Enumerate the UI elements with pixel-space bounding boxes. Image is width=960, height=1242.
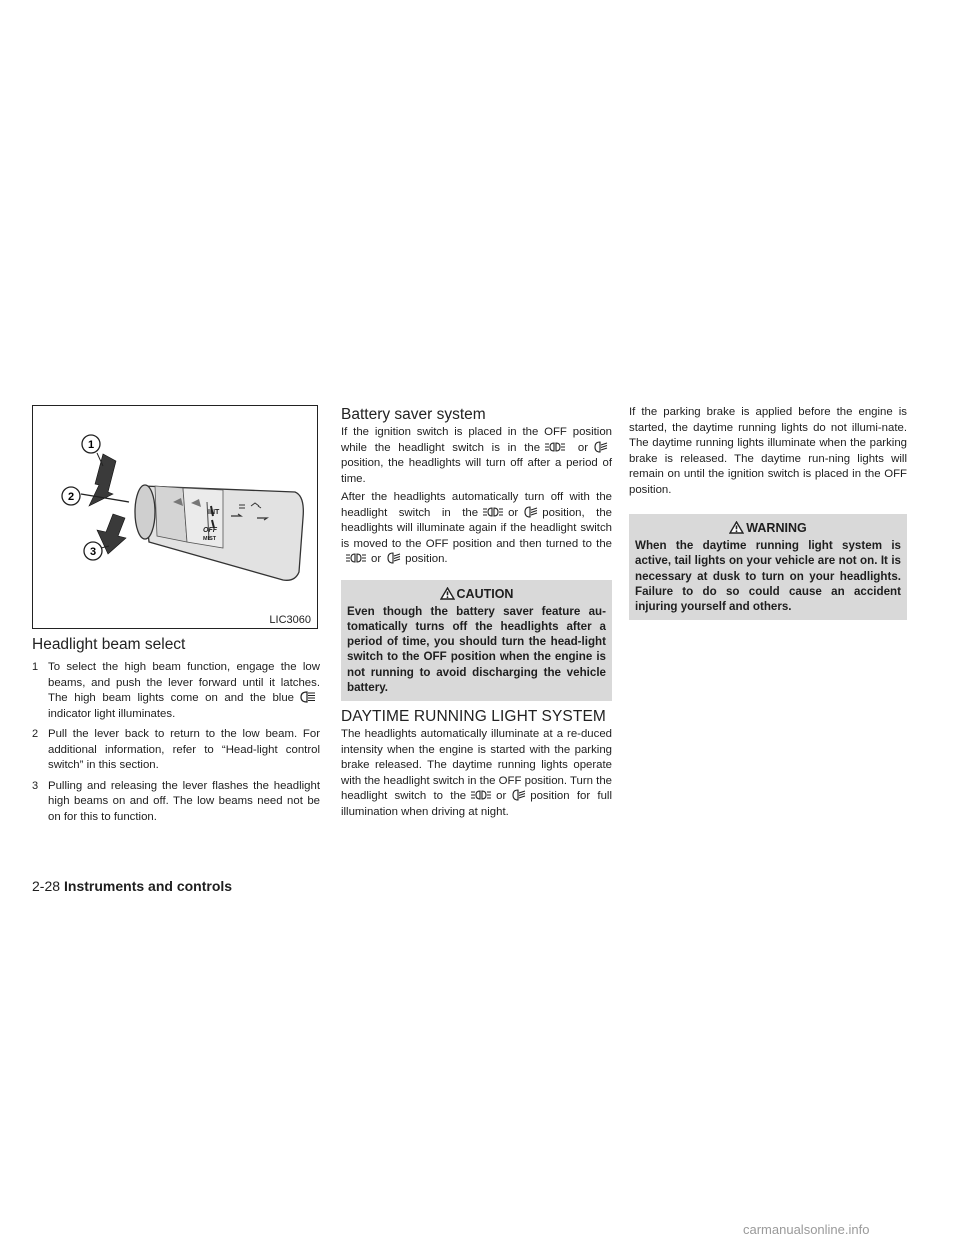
lever-mist-label: MIST <box>203 536 217 542</box>
parking-lights-icon <box>470 789 492 801</box>
battery-saver-paragraph-2 <box>341 490 612 568</box>
parking-lights-icon <box>345 552 367 564</box>
paragraph-text: position. <box>405 553 448 565</box>
warning-heading-text: WARNING <box>746 521 807 535</box>
drl-title: DAYTIME RUNNING LIGHT SYSTEM <box>341 708 606 726</box>
item-text: Pull the lever back to return to the low beam. For additional information, refer to “Head-light control switch” in this section. <box>48 728 320 771</box>
parking-lights-icon <box>544 441 566 453</box>
headlight-lever-diagram <box>33 406 319 630</box>
caution-text: Even though the battery saver feature au-tomatically turns off the headlights after a period of time, you should turn the head-light switch to the OFF position when the engine is not running to avoid discharging the vehicle battery. <box>347 604 606 694</box>
paragraph-text: The headlights automatically illuminate at a re-duced intensity when the engine is started with the parking brake released. The daytime running lights operate with the headlight switch in the OFF position. Turn the headlight switch to the <box>341 728 612 803</box>
headlight-icon <box>522 506 538 518</box>
right-column <box>629 405 907 620</box>
drl-paragraph-2: If the parking brake is applied before the engine is started, the daytime running lights do not illumi-nate. The daytime running lights illuminate when the parking brake is released. The daytime run-ning lights will remain on until the ignition switch is placed in the OFF position. <box>629 406 907 496</box>
list-item <box>32 779 320 826</box>
callout-2: 2 <box>67 491 75 503</box>
lever-int-label: INT <box>208 509 220 516</box>
figure-code: LIC3060 <box>269 614 311 626</box>
warning-triangle-icon <box>729 521 744 534</box>
middle-column <box>341 405 612 820</box>
warning-box <box>629 514 907 620</box>
item-text-cont: indicator light illuminates. <box>48 707 176 720</box>
lever-off-label: OFF <box>203 527 217 534</box>
list-item <box>32 660 320 722</box>
warning-heading <box>635 518 901 538</box>
parking-lights-icon <box>482 506 504 518</box>
paragraph-text: position, the headlights will turn off after a period of time. <box>341 457 612 485</box>
page-footer <box>32 878 232 894</box>
paragraph-text: position, the headlights will illuminate again if the headlight switch is moved to the OFF position and then turned to the <box>341 506 612 550</box>
item-number: 1 <box>32 661 39 673</box>
item-number: 3 <box>32 779 39 792</box>
warning-triangle-icon <box>440 587 455 600</box>
item-number: 2 <box>32 728 39 740</box>
item-text: To select the high beam function, engage the low beams, and push the lever forward until it latches. The high beam lights come on and the blue <box>48 661 320 704</box>
callout-1: 1 <box>87 439 95 451</box>
paragraph-text: If the ignition switch is placed in the OFF position while the headlight switch is in the <box>341 426 612 454</box>
caution-heading <box>347 584 606 604</box>
list-item <box>32 727 320 774</box>
battery-saver-title: Battery saver system <box>341 406 486 423</box>
paragraph-text: or <box>577 441 588 454</box>
caution-heading-text: CAUTION <box>456 586 514 601</box>
paragraph-text: or <box>508 506 519 519</box>
watermark: carmanualsonline.info <box>743 1222 870 1237</box>
paragraph-text: or <box>496 790 507 803</box>
left-column <box>32 405 320 825</box>
paragraph-text: After the headlights automatically turn off with the headlight switch in the <box>341 491 612 519</box>
paragraph-text: or <box>371 553 382 565</box>
headlight-icon <box>385 552 401 564</box>
caution-box <box>341 580 612 702</box>
paragraph-text: position for full illumination when driving at night. <box>341 790 612 818</box>
drl-paragraph-1 <box>341 727 612 820</box>
headlight-icon <box>510 789 526 801</box>
battery-saver-paragraph-1 <box>341 425 612 487</box>
headlight-icon <box>592 441 608 453</box>
headlight-beam-select-title: Headlight beam select <box>32 636 186 653</box>
lever-illustration <box>32 405 318 629</box>
callout-3: 3 <box>89 546 97 558</box>
item-text: Pulling and releasing the lever flashes the headlight high beams on and off. The low beams need not be on for this to function. <box>48 779 320 823</box>
warning-text: When the daytime running light system is active, tail lights on your vehicle are not on. It is necessary at dusk to turn on your headlights. Failure to do so could cause an accident injuring yourself and others. <box>635 539 901 614</box>
high-beam-icon <box>298 691 316 703</box>
page-number: 2-28 <box>32 878 61 894</box>
section-name: Instruments and controls <box>64 878 233 894</box>
